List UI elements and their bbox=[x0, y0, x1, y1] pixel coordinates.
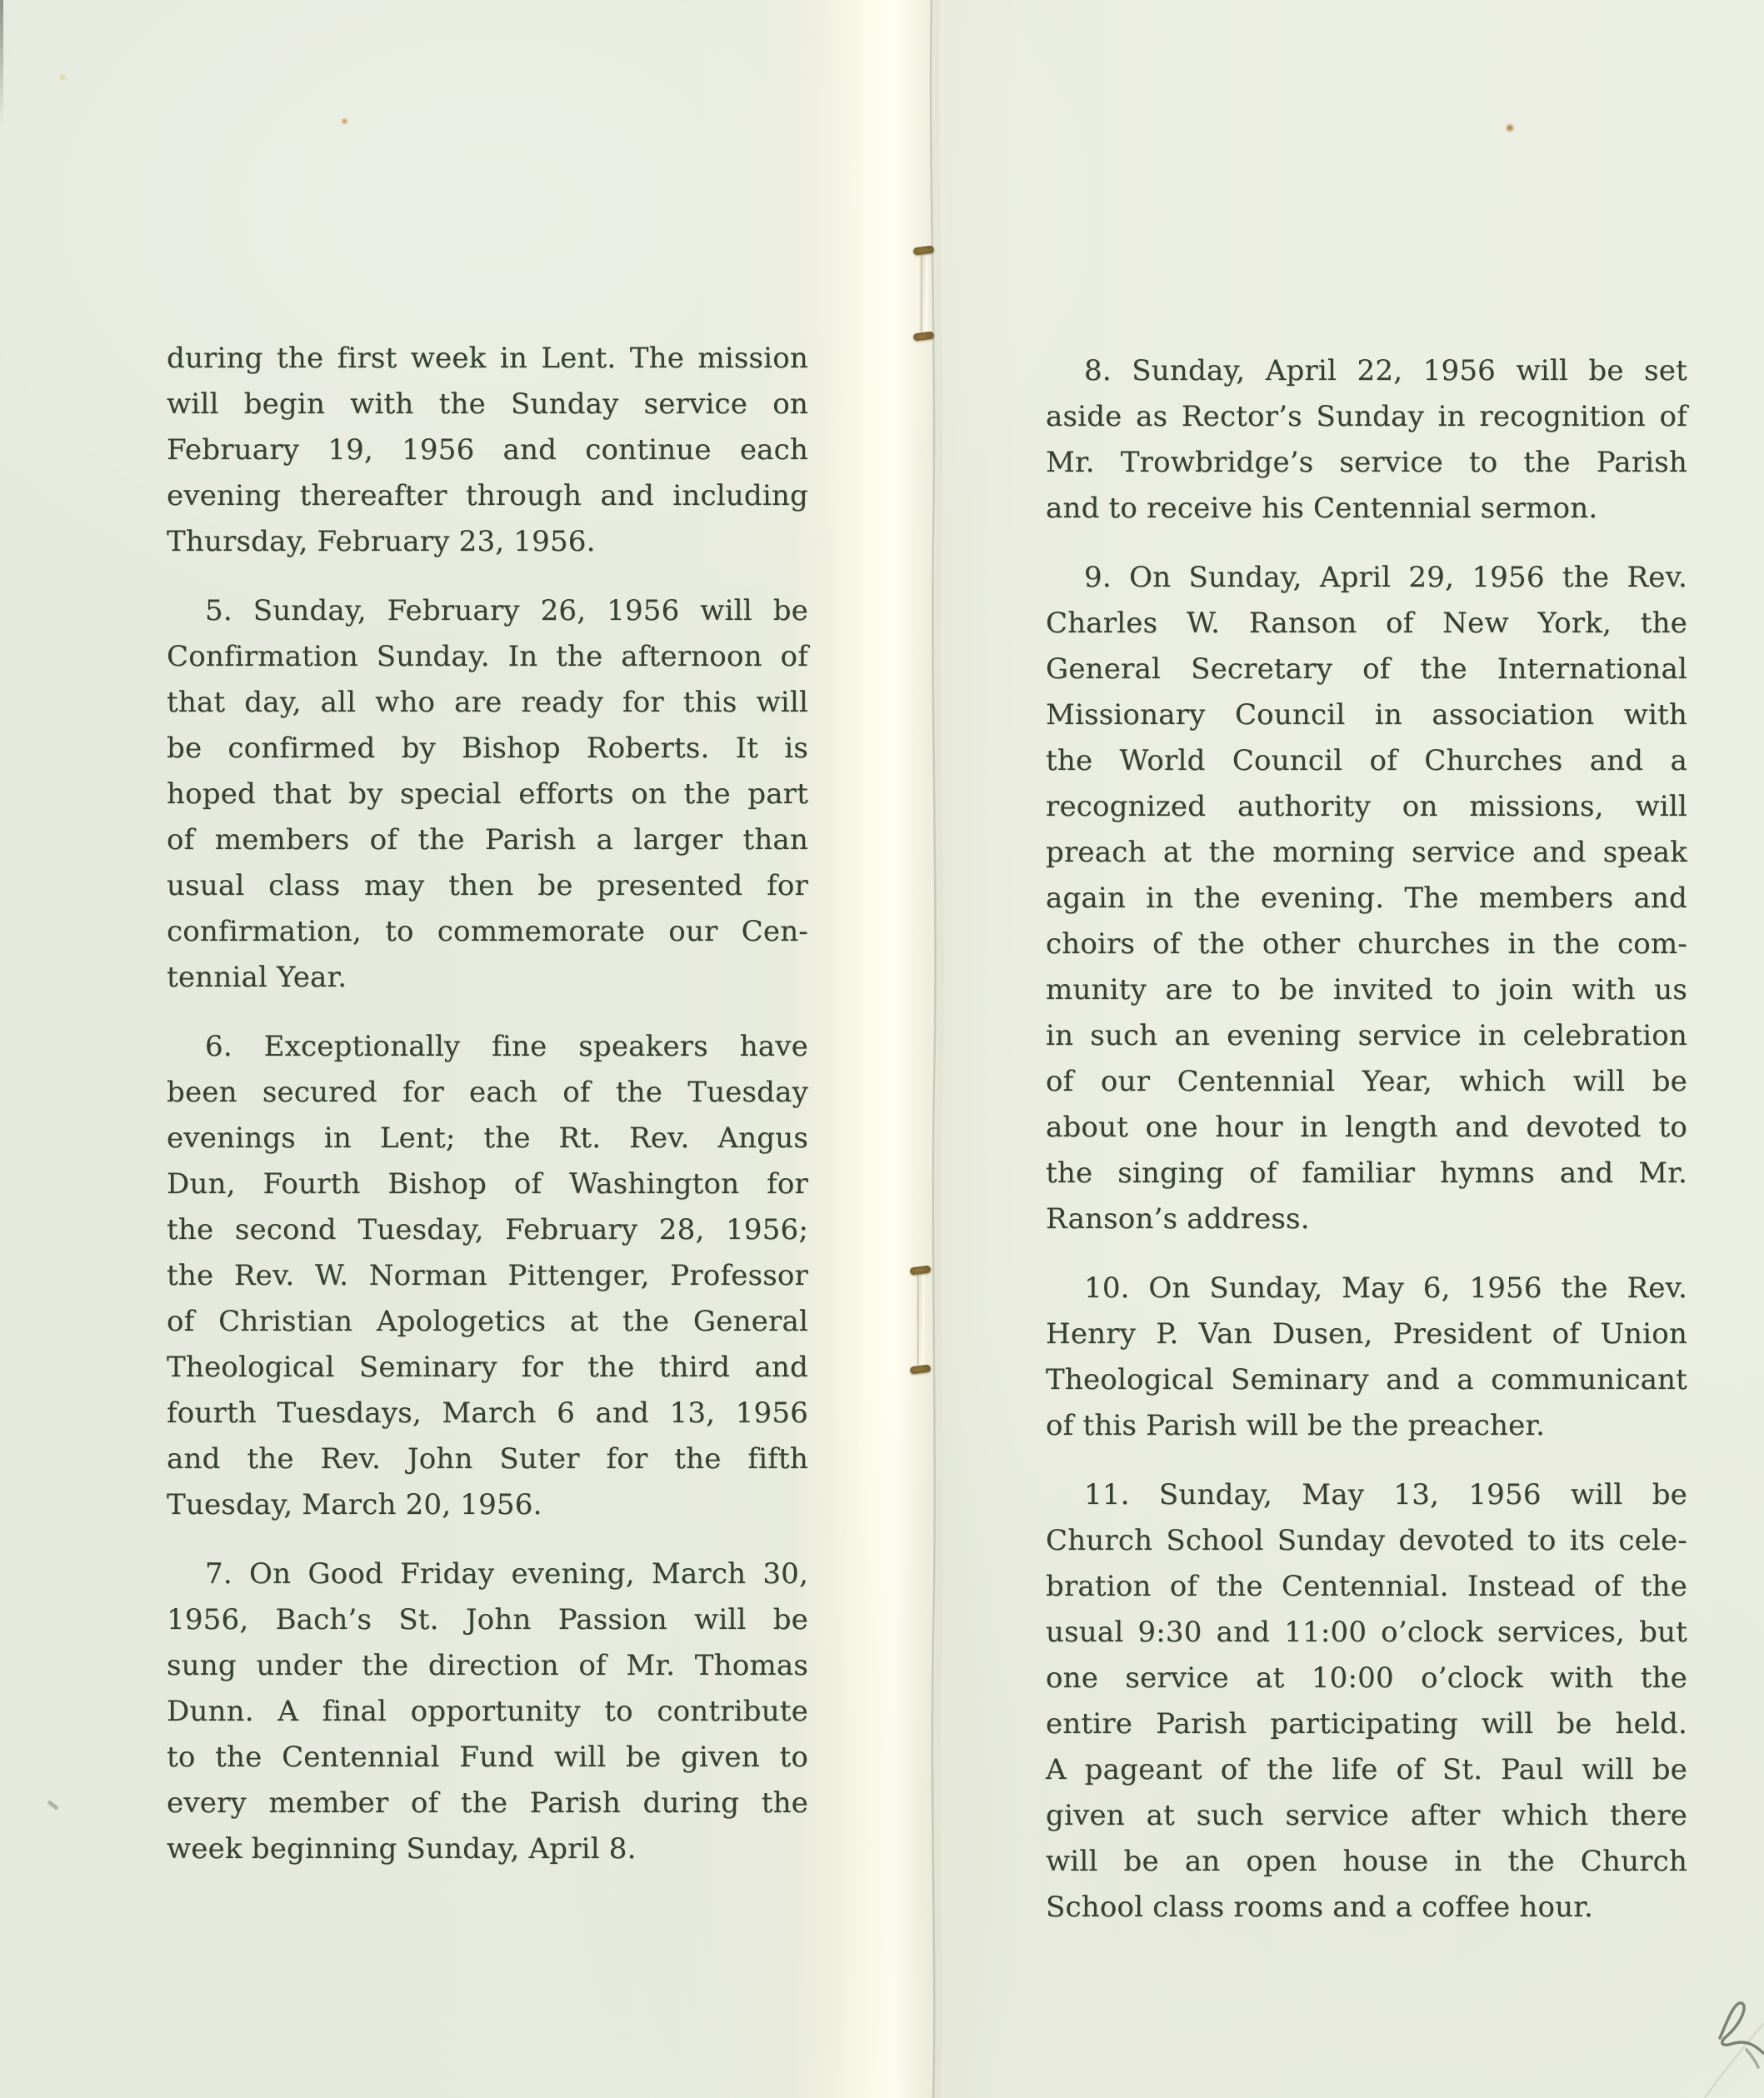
text-line: to the Centennial Fund will be given to bbox=[167, 1741, 808, 1774]
text-line: of this Parish will be the preacher. bbox=[1046, 1409, 1546, 1442]
text-line: Tuesday, March 20, 1956. bbox=[167, 1488, 542, 1521]
text-line: Charles W. Ranson of New York, the bbox=[1046, 607, 1687, 640]
staple-end-icon bbox=[910, 1365, 932, 1375]
text-line: bration of the Centennial. Instead of the bbox=[1046, 1570, 1687, 1603]
text-line: 5. Sunday, February 26, 1956 will be bbox=[205, 594, 808, 627]
staple-slit bbox=[919, 1274, 922, 1366]
text-line: the second Tuesday, February 28, 1956; bbox=[167, 1213, 808, 1246]
text-line: A pageant of the life of St. Paul will be bbox=[1046, 1753, 1687, 1786]
text-line: 1956, Bach’s St. John Passion will be bbox=[167, 1603, 808, 1636]
paper-speck bbox=[1505, 123, 1515, 132]
text-line: 10. On Sunday, May 6, 1956 the Rev. bbox=[1084, 1271, 1687, 1305]
text-line: of our Centennial Year, which will be bbox=[1046, 1065, 1687, 1098]
text-line: usual 9:30 and 11:00 o’clock services, but bbox=[1046, 1616, 1687, 1649]
text-line: Theological Seminary and a communicant bbox=[1046, 1363, 1687, 1396]
text-line: evening thereafter through and including bbox=[167, 479, 808, 512]
text-line: 11. Sunday, May 13, 1956 will be bbox=[1084, 1478, 1687, 1511]
text-line: choirs of the other churches in the com- bbox=[1046, 927, 1687, 961]
text-line: that day, all who are ready for this will bbox=[167, 686, 808, 719]
text-line: been secured for each of the Tuesday bbox=[167, 1076, 808, 1109]
paper-speck bbox=[58, 73, 67, 82]
text-line: about one hour in length and devoted to bbox=[1046, 1111, 1687, 1144]
text-line: preach at the morning service and speak bbox=[1046, 836, 1687, 869]
text-line: the singing of familiar hymns and Mr. bbox=[1046, 1156, 1687, 1190]
text-line: 8. Sunday, April 22, 1956 will be set bbox=[1084, 354, 1687, 387]
text-line: 6. Exceptionally fine speakers have bbox=[205, 1030, 808, 1063]
text-line: fourth Tuesdays, March 6 and 13, 1956 bbox=[167, 1396, 808, 1430]
paragraph bbox=[167, 588, 808, 1001]
text-line: 7. On Good Friday evening, March 30, bbox=[205, 1557, 808, 1591]
text-line: Henry P. Van Dusen, President of Union bbox=[1046, 1317, 1687, 1351]
text-line: Thursday, February 23, 1956. bbox=[167, 525, 596, 558]
paragraph bbox=[167, 1551, 808, 1872]
text-line: aside as Rector’s Sunday in recognition of bbox=[1046, 400, 1687, 433]
text-line: during the first week in Lent. The mission bbox=[167, 342, 808, 375]
staple-top bbox=[913, 247, 935, 340]
paragraph bbox=[167, 336, 808, 565]
staple-slit bbox=[922, 254, 926, 332]
text-line: usual class may then be presented for bbox=[167, 869, 808, 902]
text-line: hoped that by special efforts on the part bbox=[167, 777, 808, 811]
text-line: recognized authority on missions, will bbox=[1046, 790, 1687, 823]
paper-speck bbox=[47, 1800, 59, 1811]
text-line: week beginning Sunday, April 8. bbox=[167, 1832, 637, 1866]
text-line: Theological Seminary for the third and bbox=[167, 1351, 808, 1384]
paragraph bbox=[1046, 1266, 1687, 1449]
left-page-text bbox=[167, 336, 808, 1896]
staple-end-icon bbox=[913, 332, 935, 342]
text-line: Missionary Council in association with bbox=[1046, 698, 1687, 732]
scan-edge-shadow bbox=[0, 0, 3, 125]
text-line: Dun, Fourth Bishop of Washington for bbox=[167, 1167, 808, 1201]
text-line: evenings in Lent; the Rt. Rev. Angus bbox=[167, 1121, 808, 1155]
text-line: 9. On Sunday, April 29, 1956 the Rev. bbox=[1084, 561, 1687, 594]
text-line: School class rooms and a coffee hour. bbox=[1046, 1891, 1593, 1924]
text-line: will be an open house in the Church bbox=[1046, 1845, 1687, 1878]
text-line: Confirmation Sunday. In the afternoon of bbox=[167, 640, 808, 673]
staple-end-icon bbox=[910, 1266, 932, 1276]
paragraph bbox=[167, 1024, 808, 1528]
text-line: and to receive his Centennial sermon. bbox=[1046, 492, 1598, 525]
fold-shadow bbox=[936, 0, 940, 2098]
text-line: February 19, 1956 and continue each bbox=[167, 433, 808, 467]
text-line: tennial Year. bbox=[167, 961, 347, 994]
text-line: the Rev. W. Norman Pittenger, Professor bbox=[167, 1259, 808, 1292]
text-line: munity are to be invited to join with us bbox=[1046, 973, 1687, 1007]
text-line: of members of the Parish a larger than bbox=[167, 823, 808, 857]
staple-end-icon bbox=[913, 246, 935, 256]
text-line: Church School Sunday devoted to its cele- bbox=[1046, 1524, 1687, 1557]
right-page-text bbox=[1046, 348, 1687, 1954]
paragraph bbox=[1046, 555, 1687, 1242]
text-line: Mr. Trowbridge’s service to the Parish bbox=[1046, 446, 1687, 479]
text-line: given at such service after which there bbox=[1046, 1799, 1687, 1832]
staple-bottom bbox=[910, 1266, 932, 1373]
text-line: be confirmed by Bishop Roberts. It is bbox=[167, 732, 808, 765]
text-line: the World Council of Churches and a bbox=[1046, 744, 1687, 777]
text-line: will begin with the Sunday service on bbox=[167, 387, 808, 421]
paragraph bbox=[1046, 1472, 1687, 1931]
text-line: Dunn. A final opportunity to contribute bbox=[167, 1695, 808, 1728]
text-line: in such an evening service in celebration bbox=[1046, 1019, 1687, 1052]
text-line: Ranson’s address. bbox=[1046, 1202, 1310, 1236]
text-line: again in the evening. The members and bbox=[1046, 882, 1687, 915]
text-line: of Christian Apologetics at the General bbox=[167, 1305, 808, 1338]
pencil-mark bbox=[1720, 2003, 1763, 2067]
corner-crease bbox=[1705, 2023, 1764, 2098]
text-line: entire Parish participating will be held. bbox=[1046, 1707, 1687, 1741]
text-line: one service at 10:00 o’clock with the bbox=[1046, 1661, 1687, 1695]
text-line: and the Rev. John Suter for the fifth bbox=[167, 1442, 808, 1476]
text-line: every member of the Parish during the bbox=[167, 1786, 808, 1820]
text-line: sung under the direction of Mr. Thomas bbox=[167, 1649, 808, 1682]
text-line: General Secretary of the International bbox=[1046, 652, 1687, 686]
text-line: confirmation, to commemorate our Cen- bbox=[167, 915, 808, 948]
paragraph bbox=[1046, 348, 1687, 532]
paper-speck bbox=[341, 117, 348, 125]
